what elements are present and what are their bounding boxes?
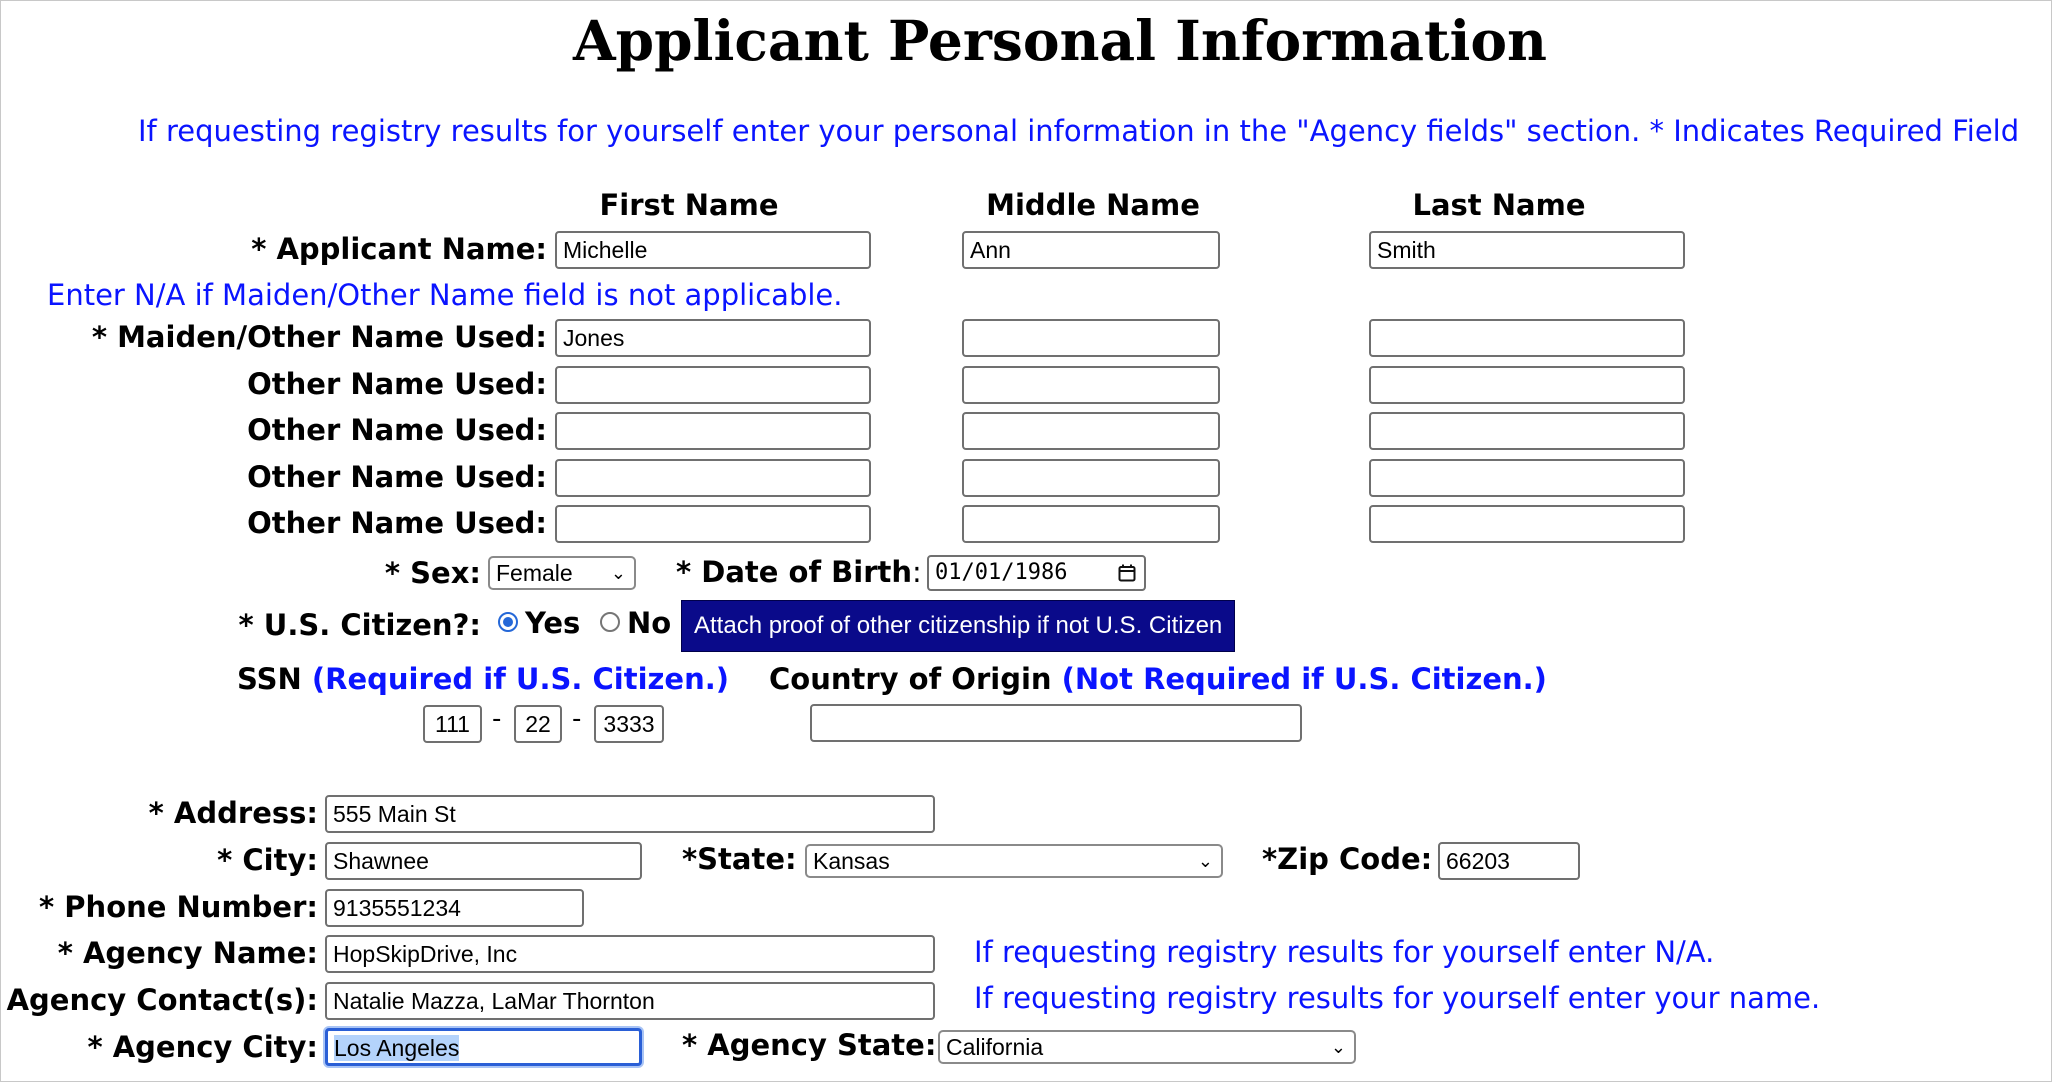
maiden-first-name-input[interactable]: Jones [555, 319, 871, 357]
other-name-label: Other Name Used: [247, 506, 547, 540]
chevron-down-icon: ⌄ [1330, 1037, 1346, 1057]
agency-city-value: Los Angeles [334, 1035, 460, 1061]
maiden-name-hint: Enter N/A if Maiden/Other Name field is not applicable. [47, 278, 843, 312]
state-label: *State: [682, 842, 797, 876]
other-name-label: Other Name Used: [247, 413, 547, 447]
chevron-down-icon: ⌄ [1197, 851, 1213, 871]
dob-label-text: Date of Birth [701, 555, 913, 589]
state-select-value: Kansas [813, 848, 890, 874]
agency-state-select-value: California [946, 1034, 1044, 1060]
agency-contacts-input[interactable]: Natalie Mazza, LaMar Thornton [325, 982, 935, 1020]
agency-contacts-hint: If requesting registry results for yourself enter your name. [974, 981, 1821, 1015]
zip-label: *Zip Code: [1262, 842, 1433, 876]
ssn-part1-input[interactable]: 111 [423, 705, 482, 743]
maiden-middle-name-input[interactable] [962, 319, 1220, 357]
ssn-separator: - [572, 704, 582, 734]
zip-input[interactable]: 66203 [1438, 842, 1580, 880]
sex-select-value: Female [496, 560, 573, 586]
citizen-yes-label[interactable]: Yes [525, 606, 581, 640]
country-of-origin-input[interactable] [810, 704, 1302, 742]
dob-date-input[interactable] [927, 555, 1146, 591]
phone-input[interactable]: 9135551234 [325, 889, 584, 927]
sex-label: * Sex: [384, 556, 481, 590]
other-name-1-last-input[interactable] [1369, 366, 1685, 404]
ssn-part3-input[interactable]: 3333 [594, 705, 664, 743]
agency-name-hint: If requesting registry results for yourself enter N/A. [974, 935, 1715, 969]
chevron-down-icon: ⌄ [610, 563, 626, 583]
other-name-4-last-input[interactable] [1369, 505, 1685, 543]
applicant-name-label: * Applicant Name: [251, 232, 547, 266]
ssn-part2-input[interactable]: 22 [514, 705, 562, 743]
other-name-4-middle-input[interactable] [962, 505, 1220, 543]
country-heading [769, 662, 1547, 696]
address-input[interactable]: 555 Main St [325, 795, 935, 833]
other-name-3-last-input[interactable] [1369, 459, 1685, 497]
other-name-2-last-input[interactable] [1369, 412, 1685, 450]
column-middle-name: Middle Name [986, 188, 1200, 222]
column-first-name: First Name [599, 188, 779, 222]
calendar-icon[interactable] [1118, 564, 1136, 582]
citizen-no-label[interactable]: No [627, 606, 672, 640]
other-name-2-middle-input[interactable] [962, 412, 1220, 450]
phone-label: * Phone Number: [39, 890, 318, 924]
agency-state-label: * Agency State: [682, 1028, 937, 1062]
ssn-heading [237, 662, 729, 696]
agency-city-label: * Agency City: [87, 1030, 318, 1064]
citizen-yes-radio[interactable] [498, 612, 518, 632]
dob-colon: : [912, 555, 922, 589]
other-name-3-first-input[interactable] [555, 459, 871, 497]
citizenship-proof-note: Attach proof of other citizenship if not U.S. Citizen [681, 600, 1235, 652]
other-name-3-middle-input[interactable] [962, 459, 1220, 497]
other-name-label: Other Name Used: [247, 367, 547, 401]
agency-contacts-label: Agency Contact(s): [6, 983, 318, 1017]
other-name-4-first-input[interactable] [555, 505, 871, 543]
ssn-hint: (Required if U.S. Citizen.) [311, 662, 729, 696]
maiden-last-name-input[interactable] [1369, 319, 1685, 357]
agency-name-label: * Agency Name: [57, 936, 318, 970]
page-title: Applicant Personal Information [572, 8, 1548, 73]
ssn-label: SSN [237, 662, 302, 696]
agency-name-input[interactable]: HopSkipDrive, Inc [325, 935, 935, 973]
other-name-1-middle-input[interactable] [962, 366, 1220, 404]
state-select[interactable] [805, 844, 1223, 878]
agency-state-select[interactable] [938, 1030, 1356, 1064]
dob-required-star: * [676, 555, 692, 589]
instruction-text: If requesting registry results for yourself enter your personal information in the "Agency fields" section. * Indicates Required Field [138, 114, 2020, 148]
other-name-2-first-input[interactable] [555, 412, 871, 450]
sex-select[interactable] [488, 556, 636, 590]
citizen-label: * U.S. Citizen?: [238, 608, 481, 642]
applicant-last-name-input[interactable]: Smith [1369, 231, 1685, 269]
citizen-no-radio[interactable] [600, 612, 620, 632]
applicant-first-name-input[interactable]: Michelle [555, 231, 871, 269]
address-label: * Address: [148, 796, 318, 830]
agency-city-input[interactable] [325, 1028, 642, 1066]
dob-value: 01/01/1986 [935, 560, 1068, 585]
ssn-separator: - [492, 704, 502, 734]
country-label: Country of Origin [769, 662, 1052, 696]
city-input[interactable]: Shawnee [325, 842, 642, 880]
country-hint: (Not Required if U.S. Citizen.) [1061, 662, 1547, 696]
city-label: * City: [217, 843, 318, 877]
column-last-name: Last Name [1412, 188, 1586, 222]
applicant-middle-name-input[interactable]: Ann [962, 231, 1220, 269]
other-name-1-first-input[interactable] [555, 366, 871, 404]
dob-label [676, 555, 922, 589]
other-name-label: Other Name Used: [247, 460, 547, 494]
maiden-name-label: * Maiden/Other Name Used: [91, 320, 547, 354]
